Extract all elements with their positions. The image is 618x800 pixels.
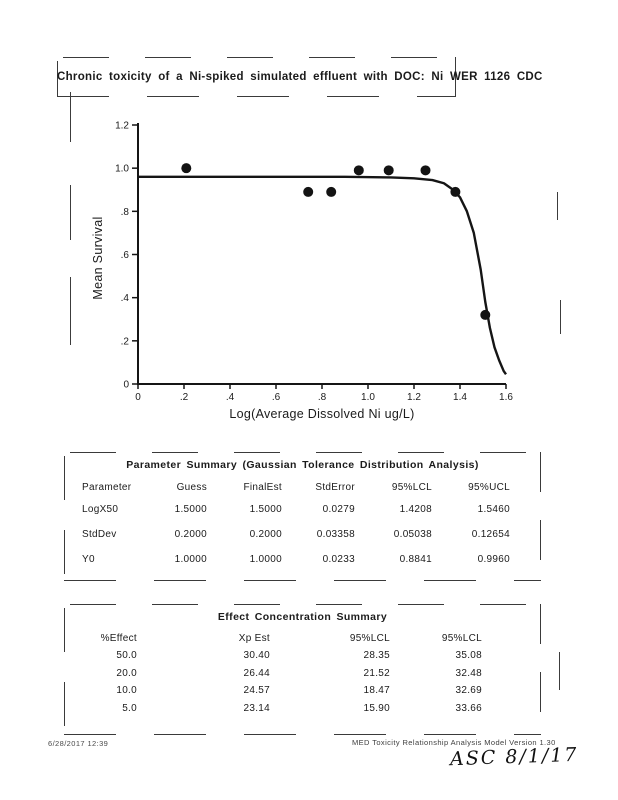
effect-cell: 5.0 [122,702,137,714]
effect-concentration-box [64,604,541,735]
parameter-cell: 0.0233 [322,554,355,565]
data-point [303,187,313,197]
parameter-cell: 0.03358 [316,529,355,540]
parameter-cell: 0.9960 [477,554,510,565]
y-tick-label: 1.0 [115,163,129,175]
parameter-cell: 0.12654 [471,529,510,540]
effect-row [64,665,482,683]
effect-cell: 20.0 [116,667,137,679]
y-tick-label: 1.2 [115,120,129,132]
parameter-summary-box [64,452,541,581]
scan-artifact-line [70,92,71,142]
effect-row [64,647,482,665]
parameter-summary-table [64,477,510,572]
parameter-cell: StdDev [82,529,117,540]
scan-artifact-line [70,277,71,345]
parameter-column-header: Guess [176,481,207,493]
parameter-summary-body [64,497,510,572]
y-tick-label: 0 [123,379,129,391]
parameter-cell: 0.2000 [174,529,207,540]
report-title: Chronic toxicity of a Ni-spiked simulated effluent with DOC: Ni WER 1126 CDC [57,71,543,83]
data-point [480,310,490,320]
effect-cell: 32.69 [455,685,482,697]
print-datetime: 6/28/2017 12:39 [48,739,109,748]
parameter-cell: 1.5000 [174,504,207,515]
parameter-cell: 1.4208 [399,504,432,515]
effect-cell: 35.08 [455,650,482,662]
parameter-row [64,547,510,572]
data-point [354,165,364,175]
x-tick-label: 0 [135,392,141,403]
x-tick-label: 1.2 [407,392,421,403]
effect-cell: 30.40 [243,650,270,662]
effect-column-header: Xp Est [238,632,270,644]
data-point [450,187,460,197]
parameter-cell: LogX50 [82,504,119,515]
effect-cell: 50.0 [116,650,137,662]
effect-column-header: 95%LCL [441,632,482,644]
data-point [181,163,191,173]
effect-column-header: %Effect [100,632,137,644]
y-tick-label: .8 [120,206,129,218]
scan-artifact-line [560,300,561,334]
effect-cell: 10.0 [116,685,137,697]
effect-concentration-header [64,629,482,647]
effect-cell: 18.47 [363,685,390,697]
effect-row [64,682,482,700]
effect-concentration-title: Effect Concentration Summary [217,611,388,623]
effect-concentration-table [64,629,482,717]
x-tick-label: 1.0 [361,392,375,403]
report-title-box [57,57,543,97]
effect-cell: 32.48 [455,667,482,679]
handwritten-initials-date: ASC 8/1/17 [449,743,579,771]
y-axis-label: Mean Survival [91,216,105,300]
effect-cell: 28.35 [363,650,390,662]
x-axis-label: Log(Average Dissolved Ni ug/L) [229,407,415,421]
parameter-header-row [64,477,510,497]
data-point [421,165,431,175]
application-version-label: MED Toxicity Relationship Analysis Model Version 1.30 [352,738,556,747]
fitted-curve [138,177,506,374]
parameter-column-header: StdError [315,481,355,493]
scan-artifact-line [70,185,71,240]
scan-artifact-line [557,192,558,220]
data-point [384,165,394,175]
effect-column-header: 95%LCL [349,632,390,644]
effect-row [64,700,482,718]
parameter-row [64,497,510,522]
y-tick-label: .2 [120,336,129,348]
x-tick-label: 1.4 [453,392,467,403]
parameter-column-header: 95%LCL [391,481,432,493]
survival-vs-log-ni-plot [60,108,550,430]
y-tick-label: .6 [120,250,129,261]
parameter-column-header: 95%UCL [468,481,510,493]
effect-header-row [64,629,482,647]
x-tick-label: 1.6 [499,392,513,403]
effect-cell: 23.14 [243,702,270,714]
parameter-cell: Y0 [82,554,95,565]
parameter-cell: 1.5460 [477,504,510,515]
parameter-cell: 0.05038 [393,529,432,540]
parameter-column-header: Parameter [82,481,132,493]
effect-cell: 33.66 [455,702,482,714]
y-tick-label: .4 [120,293,129,305]
x-tick-label: .4 [225,392,235,403]
x-tick-label: .6 [271,392,281,403]
parameter-column-header: FinalEst [243,481,282,493]
effect-concentration-body [64,647,482,717]
parameter-cell: 1.0000 [249,554,282,565]
parameter-summary-title: Parameter Summary (Gaussian Tolerance Distribution Analysis) [126,459,479,471]
parameter-cell: 0.2000 [249,529,282,540]
parameter-cell: 0.8841 [399,554,432,565]
parameter-row [64,522,510,547]
effect-cell: 21.52 [363,667,390,679]
x-tick-label: .2 [179,392,189,403]
data-point [326,187,336,197]
dose-response-chart [60,108,550,430]
parameter-summary-header [64,477,510,497]
effect-cell: 15.90 [363,702,390,714]
effect-cell: 24.57 [243,685,270,697]
scan-artifact-line [559,652,560,690]
effect-cell: 26.44 [243,667,270,679]
parameter-cell: 0.0279 [322,504,355,515]
x-tick-label: .8 [317,392,327,403]
parameter-cell: 1.5000 [249,504,282,515]
parameter-cell: 1.0000 [174,554,207,565]
